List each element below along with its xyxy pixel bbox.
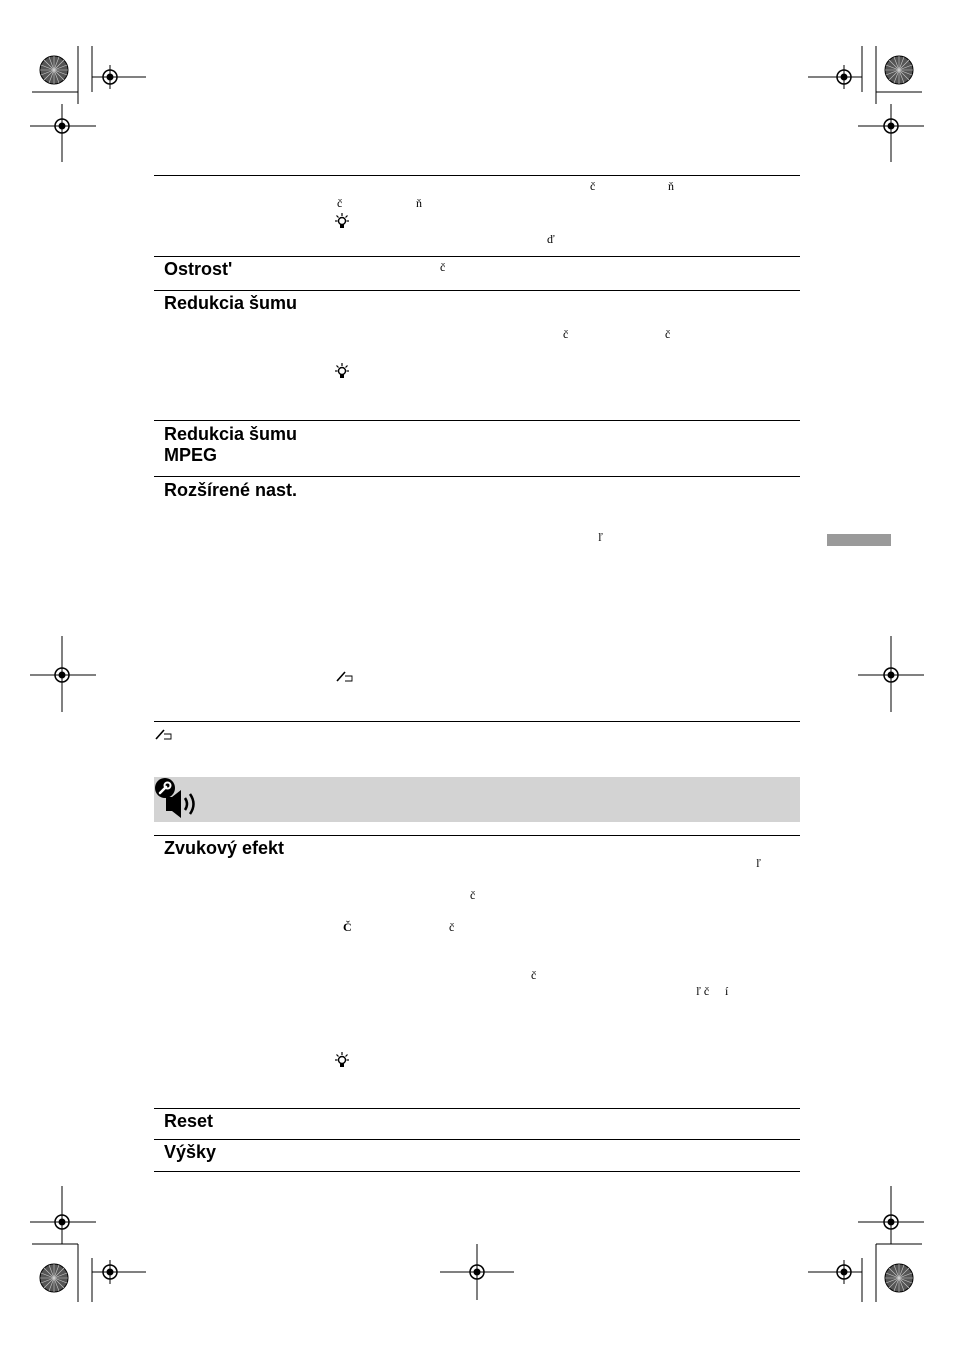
row-label-reset: Reset (164, 1111, 214, 1131)
glyph: č (531, 968, 537, 982)
lightbulb-hint-icon (334, 363, 350, 381)
row-label-redukcia-sumu-mpeg-line2: MPEG (164, 445, 218, 465)
row-label-redukcia-sumu: Redukcia šumu (164, 293, 298, 313)
glyph: č (563, 327, 569, 341)
sound-section-banner (154, 777, 800, 822)
glyph: č (590, 179, 596, 193)
pencil-note-icon (336, 670, 354, 682)
glyph: ľ (598, 530, 603, 544)
lightbulb-hint-icon (334, 213, 350, 231)
rule-reset (154, 1108, 800, 1109)
row-label-vysky: Výšky (164, 1142, 217, 1162)
glyph: ň (668, 179, 674, 193)
rule-zvuk (154, 835, 800, 836)
glyph: ľ (756, 856, 761, 870)
glyph: č (449, 920, 455, 934)
glyph: č (440, 260, 446, 274)
glyph: Č (343, 920, 352, 934)
glyph: ň (416, 196, 422, 210)
rule-vysky (154, 1139, 800, 1140)
row-label-redukcia-sumu-mpeg-line1: Redukcia šumu (164, 424, 298, 444)
glyph: č (470, 888, 476, 902)
rule-rozsirene (154, 476, 800, 477)
rule-top (154, 175, 800, 176)
rule-ostrost (154, 256, 800, 257)
glyph: č (665, 327, 671, 341)
glyph: ď (547, 232, 555, 246)
lightbulb-hint-icon (334, 1052, 350, 1070)
glyph: č (337, 196, 343, 210)
rule-end-picture (154, 721, 800, 722)
row-label-zvukovy-efekt: Zvukový efekt (164, 838, 285, 858)
row-label-rozsirene-nast: Rozšírené nast. (164, 480, 298, 500)
pencil-note-icon (155, 728, 173, 740)
rule-mpeg (154, 420, 800, 421)
rule-redukcia (154, 290, 800, 291)
side-tab-marker (827, 534, 891, 546)
sound-settings-icon (154, 777, 202, 823)
glyph: ľ č (696, 984, 710, 998)
row-label-ostrost: Ostrost' (164, 259, 233, 279)
rule-bottom (154, 1171, 800, 1172)
glyph: í (725, 984, 729, 998)
